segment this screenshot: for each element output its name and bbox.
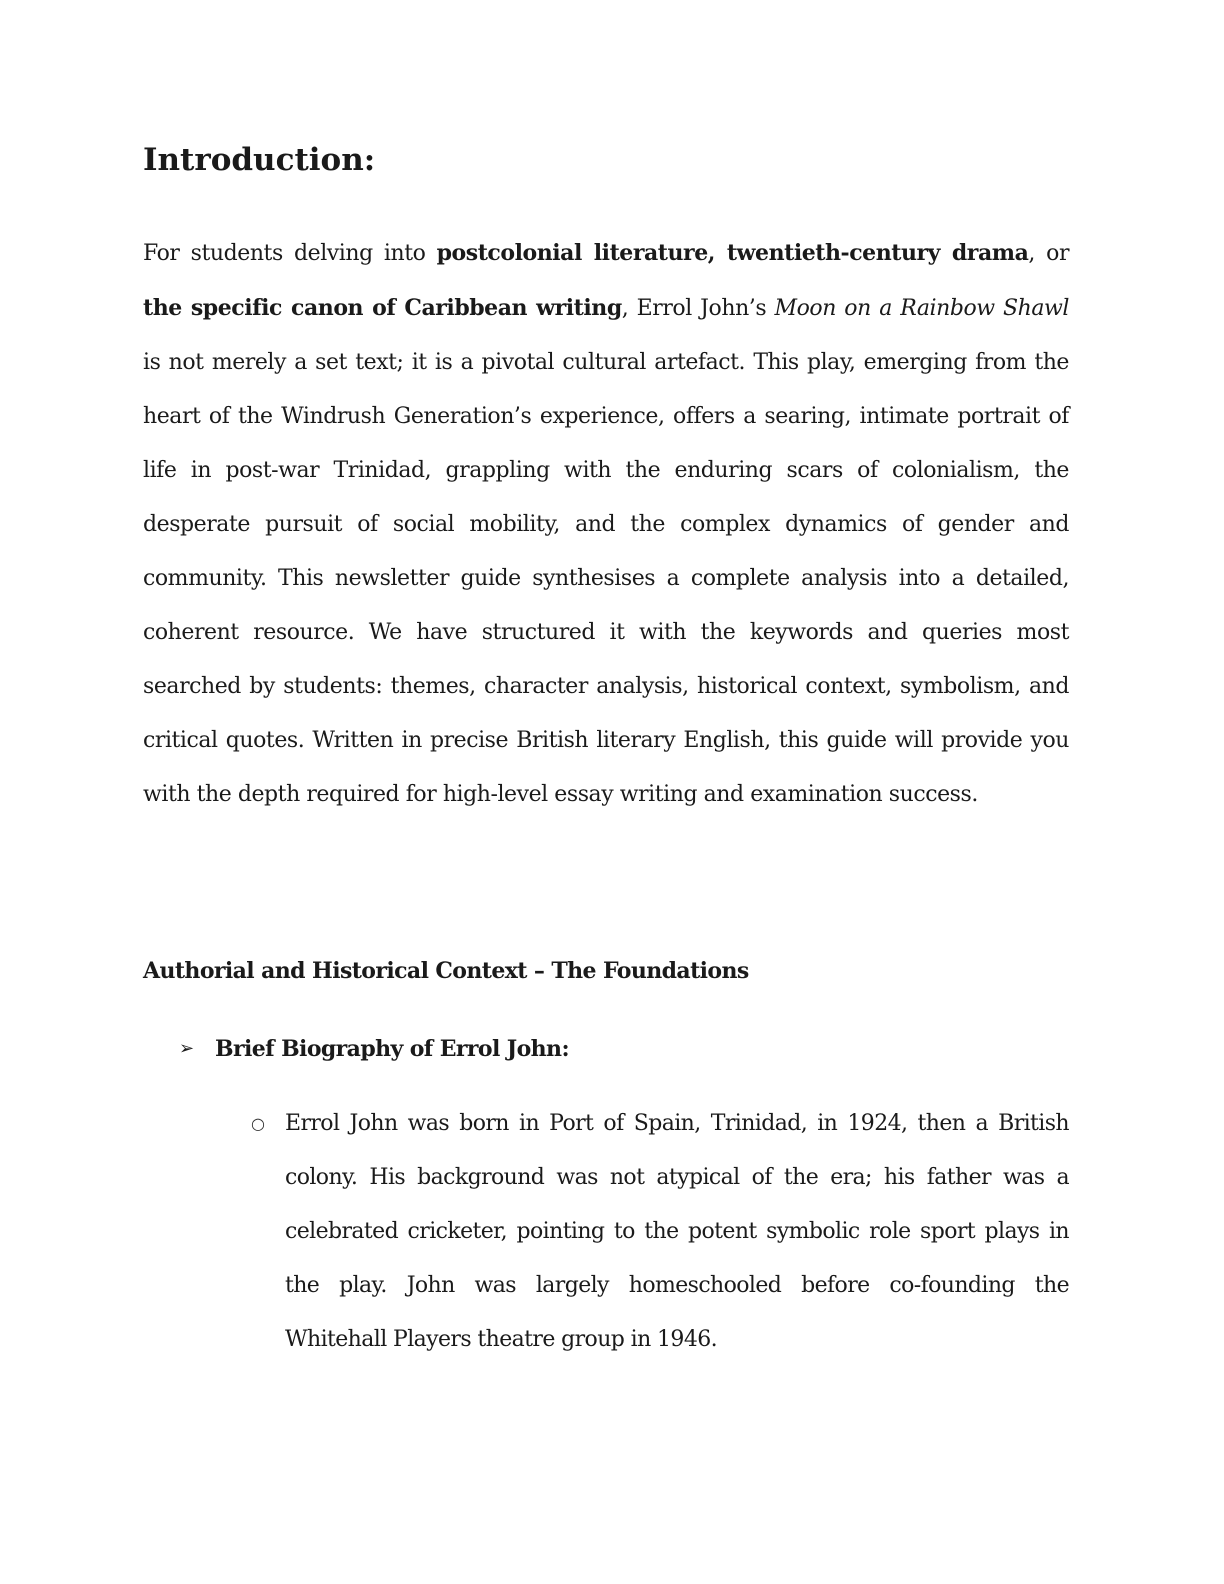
intro-text: , Errol John’s (621, 296, 775, 321)
list-item (251, 1097, 1069, 1367)
intro-paragraph (143, 226, 1069, 822)
arrow-bullet-icon: ➢ (179, 1038, 194, 1059)
intro-keyword-bold: the specific canon of Caribbean writing (143, 295, 622, 321)
intro-keyword-bold: postcolonial literature, twentieth-century drama (436, 240, 1029, 266)
circle-bullet-icon: ○ (251, 1114, 265, 1133)
subsection-title: Brief Biography of Errol John: (215, 1036, 569, 1062)
page-title: Introduction: (143, 142, 376, 178)
subsection-heading (179, 1032, 569, 1066)
section-heading: Authorial and Historical Context – The Foundations (143, 958, 749, 984)
list-item-text: Errol John was born in Port of Spain, Trinidad, in 1924, then a British colony. His background was not atypical of the era; his father was a celebrated cricketer, pointing to the potent symbolic role sport plays in the play. John was largely homeschooled before co-founding the Whitehall Players theatre group in 1946. (285, 1111, 1069, 1352)
play-title-italic: Moon on a Rainbow Shawl (774, 296, 1069, 321)
intro-text: , or (1028, 241, 1070, 266)
intro-text: For students delving into (143, 241, 437, 266)
intro-text: is not merely a set text; it is a pivotal cultural artefact. This play, emerging from the heart of the Windrush Generation’s experience, offers a searing, intimate portrait of life in post-war Trinidad, grappling with the enduring scars of colonialism, the desperate pursuit of social mobility, and the complex dynamics of gender and community. This newsletter guide synthesises a complete analysis into a detailed, coherent resource. We have structured it with the keywords and queries most searched by students: themes, character analysis, historical context, symbolism, and critical quotes. Written in precise British literary English, this guide will provide you with the depth required for high-level essay writing and examination success. (143, 350, 1069, 807)
